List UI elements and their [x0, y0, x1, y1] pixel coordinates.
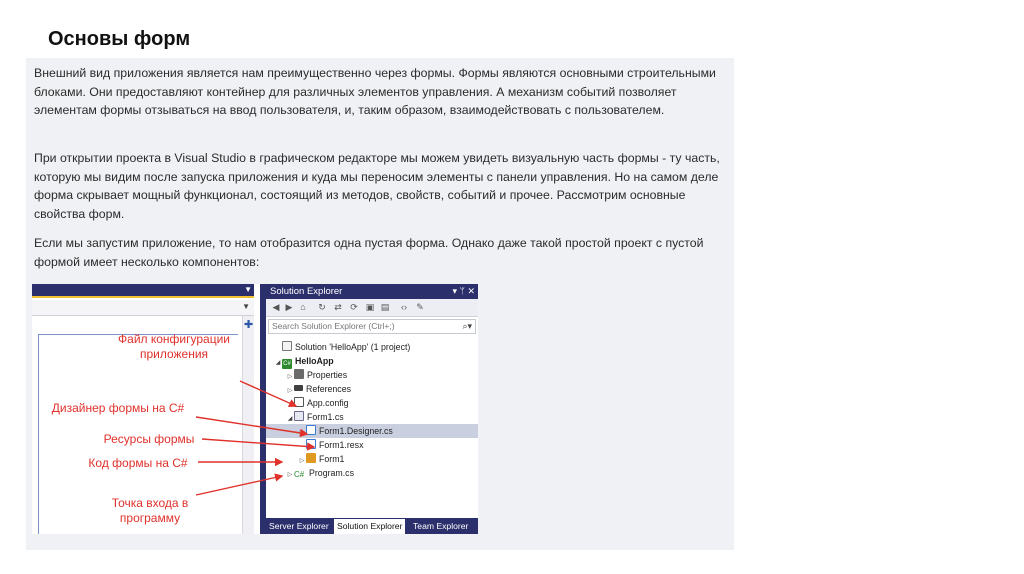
expand-arrow-icon[interactable]: ◢	[275, 360, 281, 366]
tree-item-label: Properties	[307, 370, 348, 380]
window-controls[interactable]: ▾ ᛘ ✕	[452, 286, 475, 296]
paragraph-empty-form: Если мы запустим приложение, то нам отобразится одна пустая форма. Однако даже такой простой проект с пустой формой имеет несколько компонентов:	[34, 236, 704, 269]
tab-server-explorer[interactable]: Server Explorer	[269, 521, 329, 531]
chevron-down-icon[interactable]: ▼	[242, 302, 250, 311]
expand-arrow-icon[interactable]: ▷	[287, 374, 293, 380]
tree-item-label: App.config	[307, 398, 349, 408]
tree-item-label: Solution 'HelloApp' (1 project)	[295, 342, 411, 352]
sync-icon[interactable]: ↻	[318, 302, 326, 312]
view-code-icon[interactable]: ‹›	[401, 302, 407, 312]
tree-item-label: Form1.resx	[319, 440, 364, 450]
program-cs-icon: C#	[294, 470, 305, 479]
home-icon[interactable]: ⌂	[300, 302, 306, 312]
arrow-to-resx	[202, 439, 314, 447]
annotation-app-config: Файл конфигурации приложения	[118, 332, 230, 361]
content-panel	[26, 58, 734, 550]
pending-changes-icon[interactable]: ⇄	[334, 302, 342, 312]
collapse-all-icon[interactable]: ▣	[365, 302, 375, 312]
vs-screenshot	[32, 284, 478, 534]
slide-title: Основы форм	[48, 28, 191, 50]
expand-arrow-icon[interactable]: ▷	[299, 458, 305, 464]
csharp-project-icon: C#	[283, 361, 291, 367]
forward-icon[interactable]: ▶	[285, 302, 293, 312]
tree-item-label: Form1	[319, 454, 345, 464]
tab-team-explorer[interactable]: Team Explorer	[413, 521, 469, 531]
annotation-form-code: Код формы на C#	[88, 456, 188, 470]
refresh-icon[interactable]: ⟳	[350, 302, 358, 312]
show-all-files-icon[interactable]: ▤	[380, 302, 390, 312]
tree-item-label: Form1.cs	[307, 412, 344, 422]
annotation-designer: Дизайнер формы на C#	[51, 401, 185, 415]
expand-arrow-icon[interactable]: ◢	[287, 416, 293, 422]
arrow-to-program	[196, 476, 282, 495]
paragraph-visual-studio: При открытии проекта в Visual Studio в графическом редакторе мы можем увидеть визуальную часть формы - ту часть, которую мы видим после запуска приложения и куда мы переносим элементы с панели управления. Но на самом деле форма скрывает мощный функционал, состоящий из методов, свойств, событий и прочее. Рассмотрим основные свойства форм.	[34, 151, 720, 221]
expand-arrow-icon[interactable]: ▷	[287, 388, 293, 394]
tree-item-label: Form1.Designer.cs	[319, 426, 393, 436]
annotation-entry-point: Точка входа в программу	[111, 496, 189, 525]
expand-plus-icon[interactable]: ✚	[244, 319, 254, 331]
arrow-to-designer	[196, 417, 307, 434]
paragraph-intro: Внешний вид приложения является нам преимущественно через формы. Формы являются основными строительными блоками. Они предоставляют контейнер для различных элементов управления. А механизм событий позволяет элементам формы отзываться на ввод пользователя, и, таким образом, взаимодействовать с пользователем.	[34, 66, 716, 118]
annotation-resources: Ресурсы формы	[103, 432, 195, 446]
tab-solution-explorer[interactable]: Solution Explorer	[334, 519, 405, 534]
tree-item-label: HelloApp	[295, 356, 334, 366]
expand-arrow-icon[interactable]: ▷	[287, 472, 293, 478]
tree-item-label: Program.cs	[309, 468, 354, 478]
search-placeholder: Search Solution Explorer (Ctrl+;)	[272, 321, 395, 331]
back-icon[interactable]: ◀	[272, 302, 280, 312]
solution-explorer-title: Solution Explorer	[270, 286, 343, 297]
arrow-to-app-config	[240, 381, 296, 406]
dropdown-arrow-icon[interactable]: ▼	[244, 285, 252, 294]
tree-item-label: References	[306, 384, 351, 394]
properties-wrench-icon[interactable]: ✎	[416, 302, 424, 312]
search-icon[interactable]: ⌕▾	[462, 321, 472, 331]
